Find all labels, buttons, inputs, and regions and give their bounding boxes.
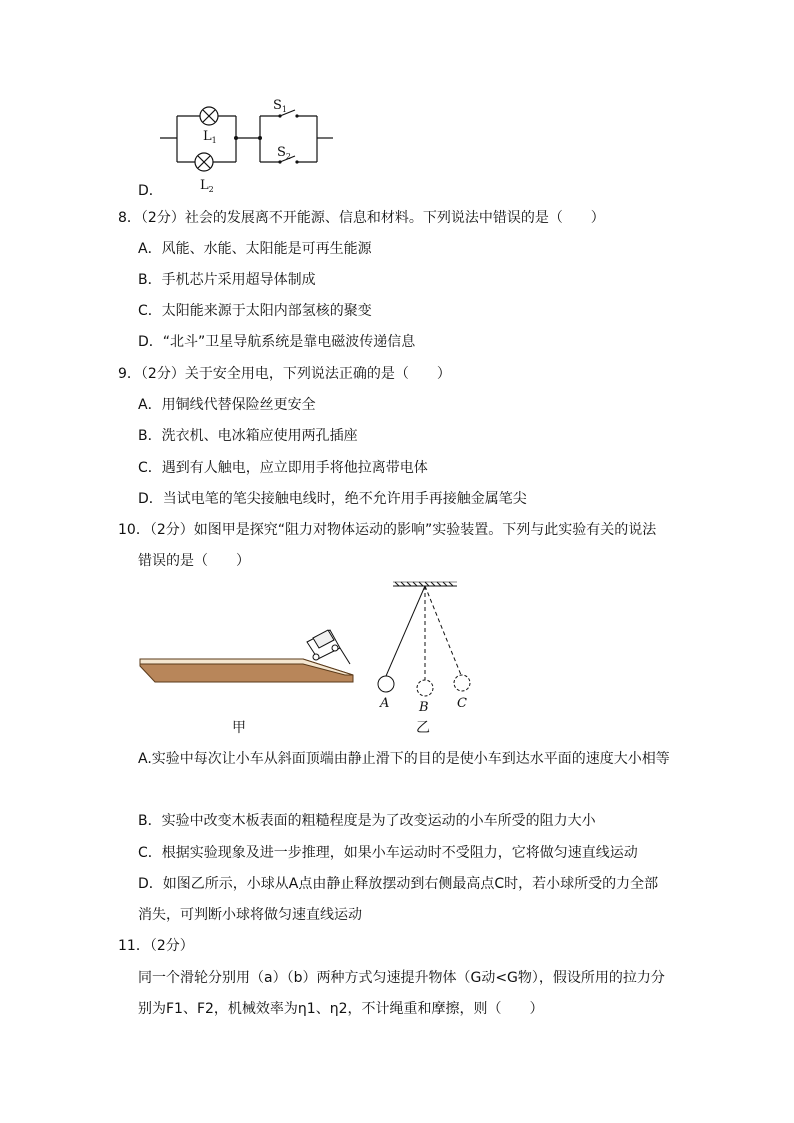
ball-a-icon	[378, 676, 394, 692]
question-10-stem-line1: 10．（2分）如图甲是探究“阻力对物体运动的影响”实验装置。下列与此实验有关的说法	[118, 522, 657, 538]
question-9-option-a: A．用铜线代替保险丝更安全	[138, 397, 316, 413]
question-8-option-a: A．风能、水能、太阳能是可再生能源	[138, 241, 372, 257]
question-10-option-d: D．如图乙所示，小球从A点由静止释放摆动到右侧最高点C时，若小球所受的力全部	[138, 876, 659, 892]
s2-label: S	[277, 145, 286, 160]
lamp-l2-icon	[195, 153, 213, 171]
question-9-option-b: B．洗衣机、电冰箱应使用两孔插座	[138, 428, 358, 444]
question-11-body-line1: 同一个滑轮分别用（a）（b）两种方式匀速提升物体（G动<G物），假设所用的拉力分	[138, 970, 665, 986]
lamp-l1-icon	[200, 107, 218, 125]
question-10-option-a: A.实验中每次让小车从斜面顶端由静止滑下的目的是使小车到达水平面的速度大小相等	[138, 751, 670, 767]
question-10-option-d-cont: 消失，可判断小球将做匀速直线运动	[138, 907, 362, 923]
ball-c-icon	[454, 675, 470, 691]
question-8-option-d: D．“北斗”卫星导航系统是靠电磁波传递信息	[138, 334, 416, 350]
question-9-stem: 9．（2分）关于安全用电，下列说法正确的是（ ）	[118, 366, 451, 382]
question-11-stem: 11．（2分）	[118, 938, 194, 954]
l2-label: L	[200, 178, 209, 193]
circuit-option-label: D．	[138, 183, 163, 199]
question-10-option-b: B．实验中改变木板表面的粗糙程度是为了改变运动的小车所受的阻力大小	[138, 813, 596, 829]
circuit-figure	[150, 98, 350, 194]
cart-icon	[307, 630, 350, 664]
question-8-stem: 8．（2分）社会的发展离不开能源、信息和材料。下列说法中错误的是（ ）	[118, 210, 605, 226]
svg-text:S1: $S_1$	[273, 98, 287, 114]
l1-label: L	[203, 129, 212, 144]
svg-text:S2: $S_2$	[277, 145, 291, 161]
incline-apparatus	[140, 659, 353, 682]
s1-label: S	[273, 98, 282, 113]
svg-text:L1: $L_1$	[203, 129, 217, 145]
question-9-option-c: C．遇到有人触电，应立即用手将他拉离带电体	[138, 460, 428, 476]
question-10-option-c: C．根据实验现象及进一步推理，如果小车运动时不受阻力，它将做匀速直线运动	[138, 845, 638, 861]
ball-a-label: A	[380, 696, 390, 711]
figure-label-jia: 甲	[232, 720, 246, 736]
question-8-option-c: C．太阳能来源于太阳内部氢核的聚变	[138, 303, 372, 319]
svg-text:L2: $L_2$	[200, 178, 214, 194]
pendulum-support	[393, 582, 457, 586]
experiment-figure	[135, 578, 495, 736]
question-10-stem-line2: 错误的是（ ）	[138, 553, 250, 569]
ball-b-icon	[417, 680, 433, 696]
ball-c-label: C	[457, 696, 467, 711]
ball-b-label: B	[419, 700, 429, 715]
question-11-body-line2: 别为F1、F2，机械效率为η1、η2，不计绳重和摩擦，则（ ）	[138, 1001, 544, 1017]
question-9-option-d: D．当试电笔的笔尖接触电线时，绝不允许用手再接触金属笔尖	[138, 491, 527, 507]
question-8-option-b: B．手机芯片采用超导体制成	[138, 272, 316, 288]
figure-label-yi: 乙	[416, 720, 430, 736]
